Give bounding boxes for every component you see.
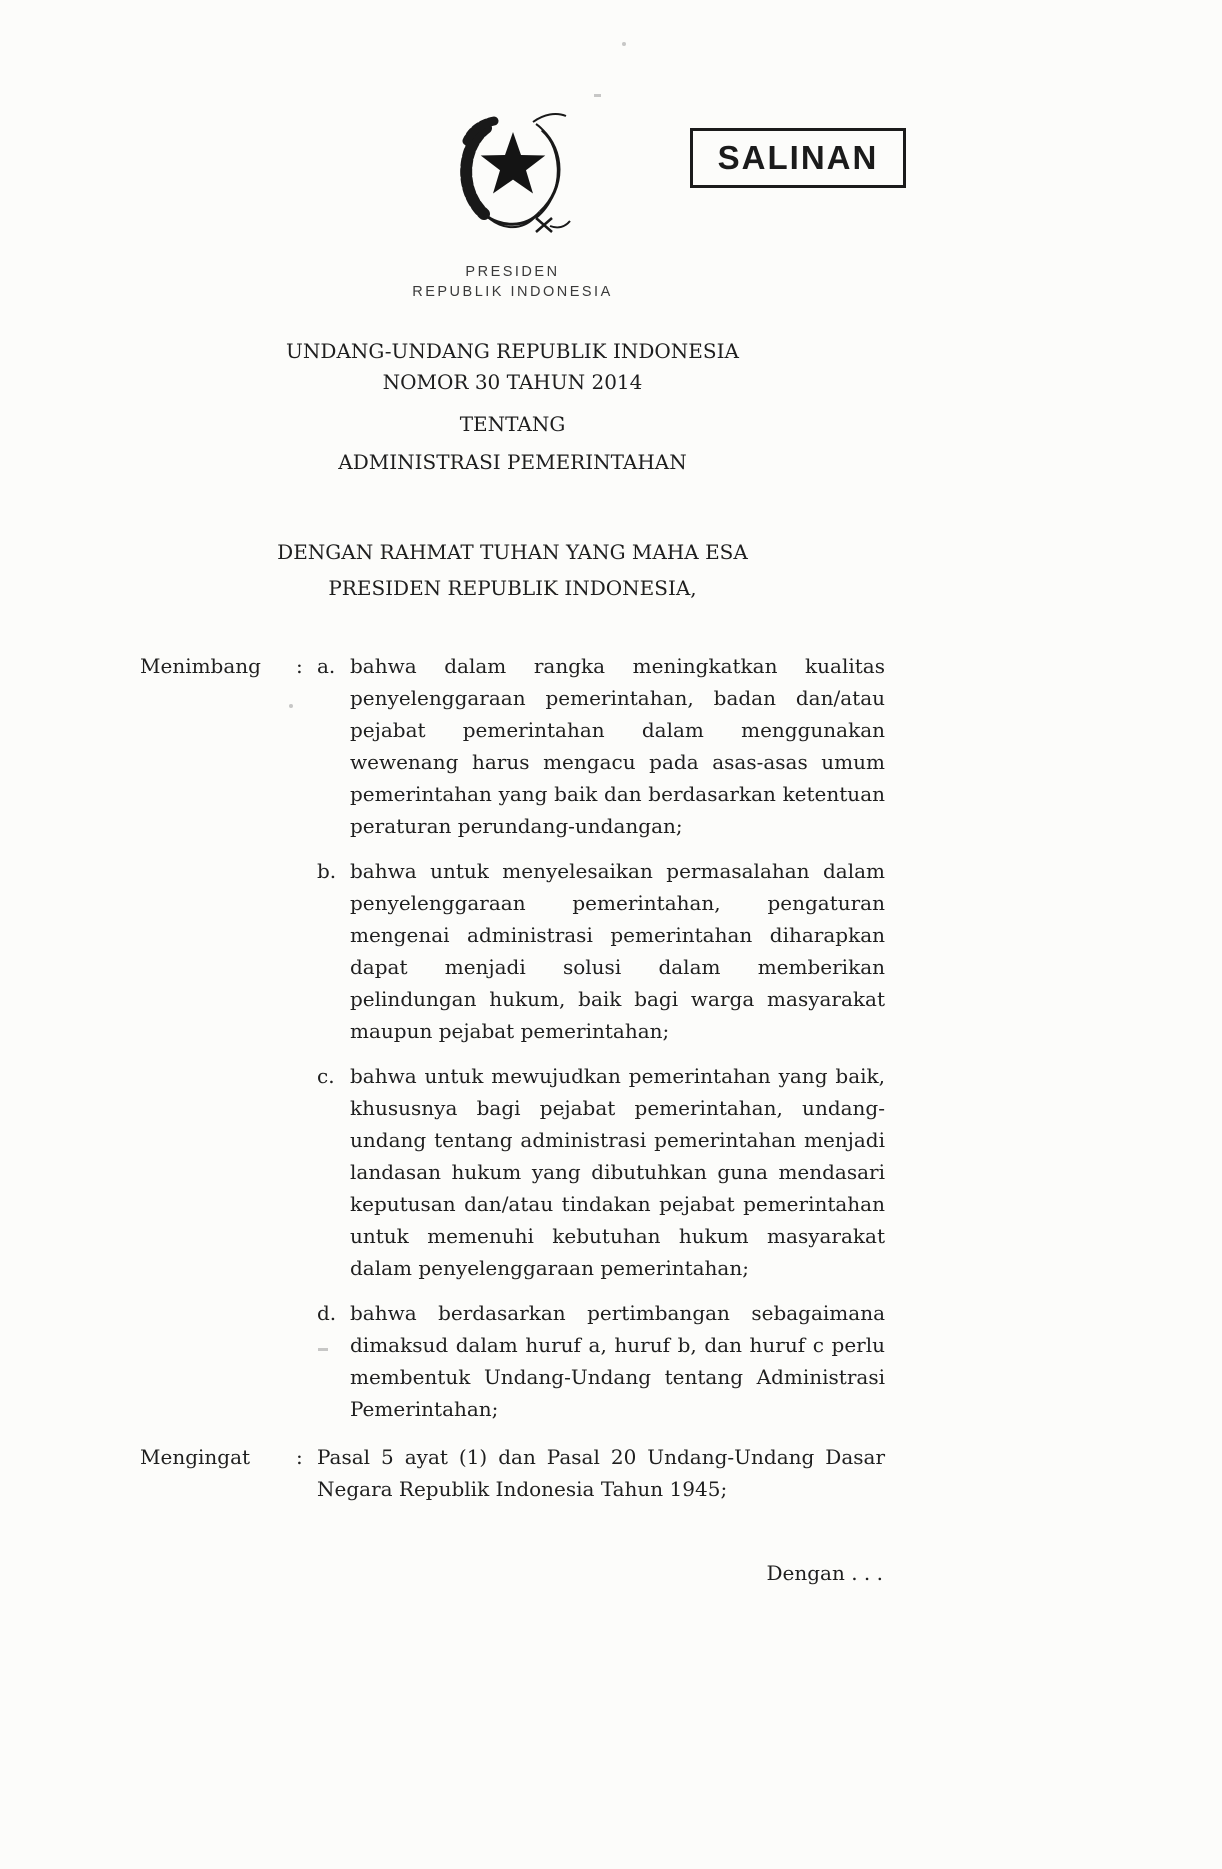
- item-marker: b.: [317, 859, 337, 883]
- considering-item: [317, 1297, 885, 1425]
- letterhead-presiden: PRESIDEN: [465, 264, 560, 280]
- star-icon: [480, 132, 545, 194]
- preamble-grace: DENGAN RAHMAT TUHAN YANG MAHA ESA: [277, 540, 748, 564]
- preamble-issuer: PRESIDEN REPUBLIK INDONESIA,: [328, 576, 697, 600]
- doc-title-subject: ADMINISTRASI PEMERINTAHAN: [338, 450, 687, 474]
- considering-item: [317, 855, 885, 1047]
- letterhead: [140, 262, 885, 302]
- letterhead-republik-indonesia: REPUBLIK INDONESIA: [412, 284, 613, 300]
- doc-title-number: NOMOR 30 TAHUN 2014: [382, 370, 643, 394]
- catchword: Dengan . . .: [766, 1561, 883, 1585]
- mengingat-text: Pasal 5 ayat (1) dan Pasal 20 Undang-Undang Dasar Negara Republik Indonesia Tahun 1945;: [317, 1445, 885, 1501]
- item-text: bahwa untuk menyelesaikan permasalahan dalam penyelenggaraan pemerintahan, pengaturan mengenai administrasi pemerintahan diharapkan dapat menjadi solusi dalam memberikan pelindungan hukum, baik bagi warga masyarakat maupun pejabat pemerintahan;: [350, 859, 885, 1043]
- considering-label: Menimbang: [140, 654, 261, 678]
- mengingat-section: [140, 1441, 885, 1505]
- preamble: [140, 534, 885, 606]
- considering-list: [317, 650, 885, 1425]
- item-text: bahwa dalam rangka meningkatkan kualitas penyelenggaraan pemerintahan, badan dan/atau pejabat pemerintahan dalam menggunakan wewenang harus mengacu pada asas-asas umum pemerintahan yang baik dan berdasarkan ketentuan peraturan perundang-undangan;: [350, 654, 885, 838]
- considering-section: [140, 650, 885, 1425]
- presidential-seal-icon: [438, 108, 588, 248]
- item-text: bahwa berdasarkan pertimbangan sebagaimana dimaksud dalam huruf a, huruf b, dan huruf c perlu membentuk Undang-Undang tentang Administrasi Pemerintahan;: [350, 1301, 885, 1421]
- doc-title: [140, 336, 885, 478]
- doc-title-type: UNDANG-UNDANG REPUBLIK INDONESIA: [286, 339, 739, 363]
- considering-item: [317, 1060, 885, 1284]
- document-body: [140, 0, 885, 1585]
- star-wreath-icon: [438, 108, 588, 248]
- item-marker: a.: [317, 654, 336, 678]
- item-marker: c.: [317, 1064, 335, 1088]
- item-marker: d.: [317, 1301, 337, 1325]
- clauses: [140, 650, 885, 1505]
- considering-item: [317, 650, 885, 842]
- doc-title-tentang: TENTANG: [459, 412, 566, 436]
- salinan-stamp-label: SALINAN: [717, 139, 879, 176]
- mengingat-colon: :: [296, 1445, 303, 1469]
- considering-colon: :: [296, 654, 303, 678]
- item-text: bahwa untuk mewujudkan pemerintahan yang baik, khususnya bagi pejabat pemerintahan, undang-undang tentang administrasi pemerintahan menjadi landasan hukum yang dibutuhkan guna mendasari keputusan dan/atau tindakan pejabat pemerintahan untuk memenuhi kebutuhan hukum masyarakat dalam penyelenggaraan pemerintahan;: [350, 1064, 885, 1280]
- mengingat-label: Mengingat: [140, 1445, 251, 1469]
